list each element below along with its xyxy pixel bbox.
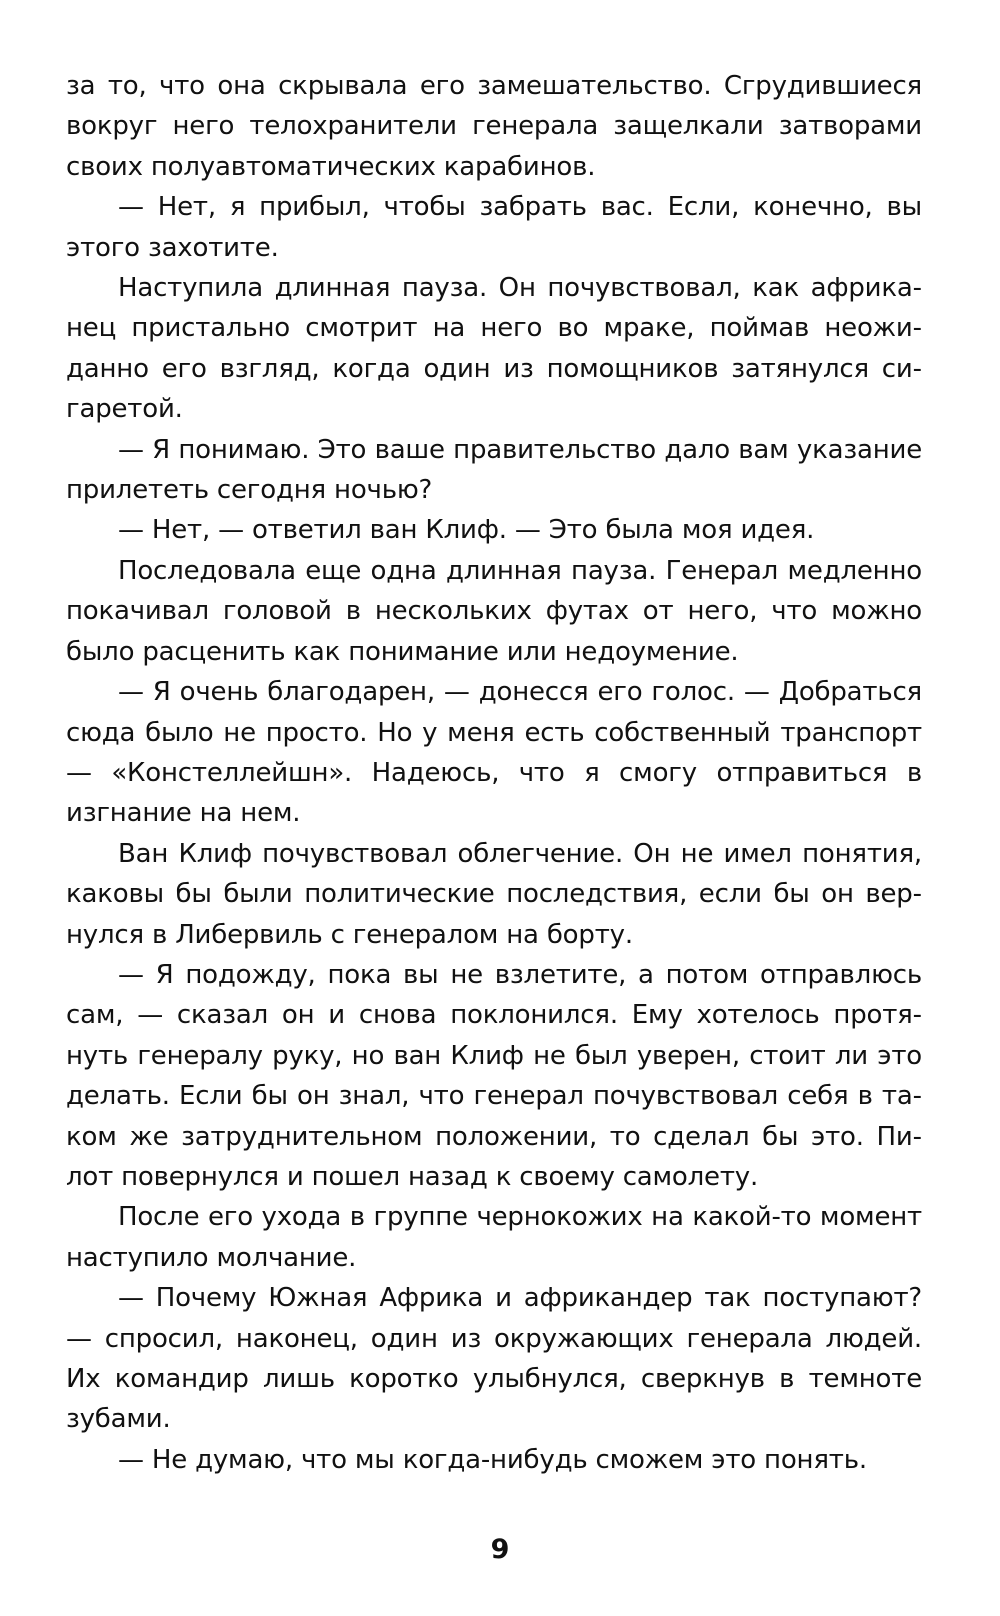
paragraph: — Нет, я прибыл, чтобы забрать вас. Если, конечно, вы этого захотите. <box>66 192 922 263</box>
paragraph: После его ухода в группе чернокожих на какой-то момент наступило молчание. <box>66 1202 922 1273</box>
paragraph: — Я понимаю. Это ваше правительство дало вам указание прилететь сегодня ночью? <box>66 434 922 506</box>
paragraph: — Я очень благодарен, — донесся его голос. — Добраться сюда было не просто. Но у меня есть собственный транспорт — «Констеллейшн». Надеюсь, что я смогу отправиться в изгнание на нем. <box>66 677 922 829</box>
paragraph: Наступила длинная пауза. Он почувствовал, как африканец пристально смотрит на него во мраке, поймав неожиданно его взгляд, когда один из помощников затянулся сигаретой. <box>66 273 922 425</box>
paragraph: за то, что она скрывала его замешательство. Сгрудившиеся вокруг него телохранители генерала защелкали затворами своих полуавтоматических карабинов. <box>66 71 922 182</box>
paragraph: — Я подожду, пока вы не взлетите, а потом отправлюсь сам, — сказал он и снова поклонился. Ему хотелось протянуть генералу руку, но ван Клиф не был уверен, стоит ли это делать. Если бы он знал, что генерал почувствовал себя в таком же затруднительном положении, то сделал бы это. Пилот повернулся и пошел назад к своему самолету. <box>66 959 922 1192</box>
page-text <box>66 66 922 1480</box>
paragraph: — Нет, — ответил ван Клиф. — Это была моя идея. <box>118 515 815 546</box>
paragraph: — Не думаю, что мы когда-нибудь сможем это понять. <box>118 1444 867 1475</box>
paragraph: — Почему Южная Африка и африкандер так поступают? — спросил, наконец, один из окружающих генерала людей. Их командир лишь коротко улыбнулся, сверкнув в темноте зубами. <box>66 1283 922 1435</box>
page-number: 9 <box>490 1534 510 1565</box>
paragraph: Ван Клиф почувствовал облегчение. Он не имел понятия, каковы бы были политические последствия, если бы он вернулся в Либервиль с генералом на борту. <box>66 838 922 950</box>
paragraph: Последовала еще одна длинная пауза. Генерал медленно покачивал головой в нескольких футах от него, что можно было расценить как понимание или недоумение. <box>66 555 922 667</box>
